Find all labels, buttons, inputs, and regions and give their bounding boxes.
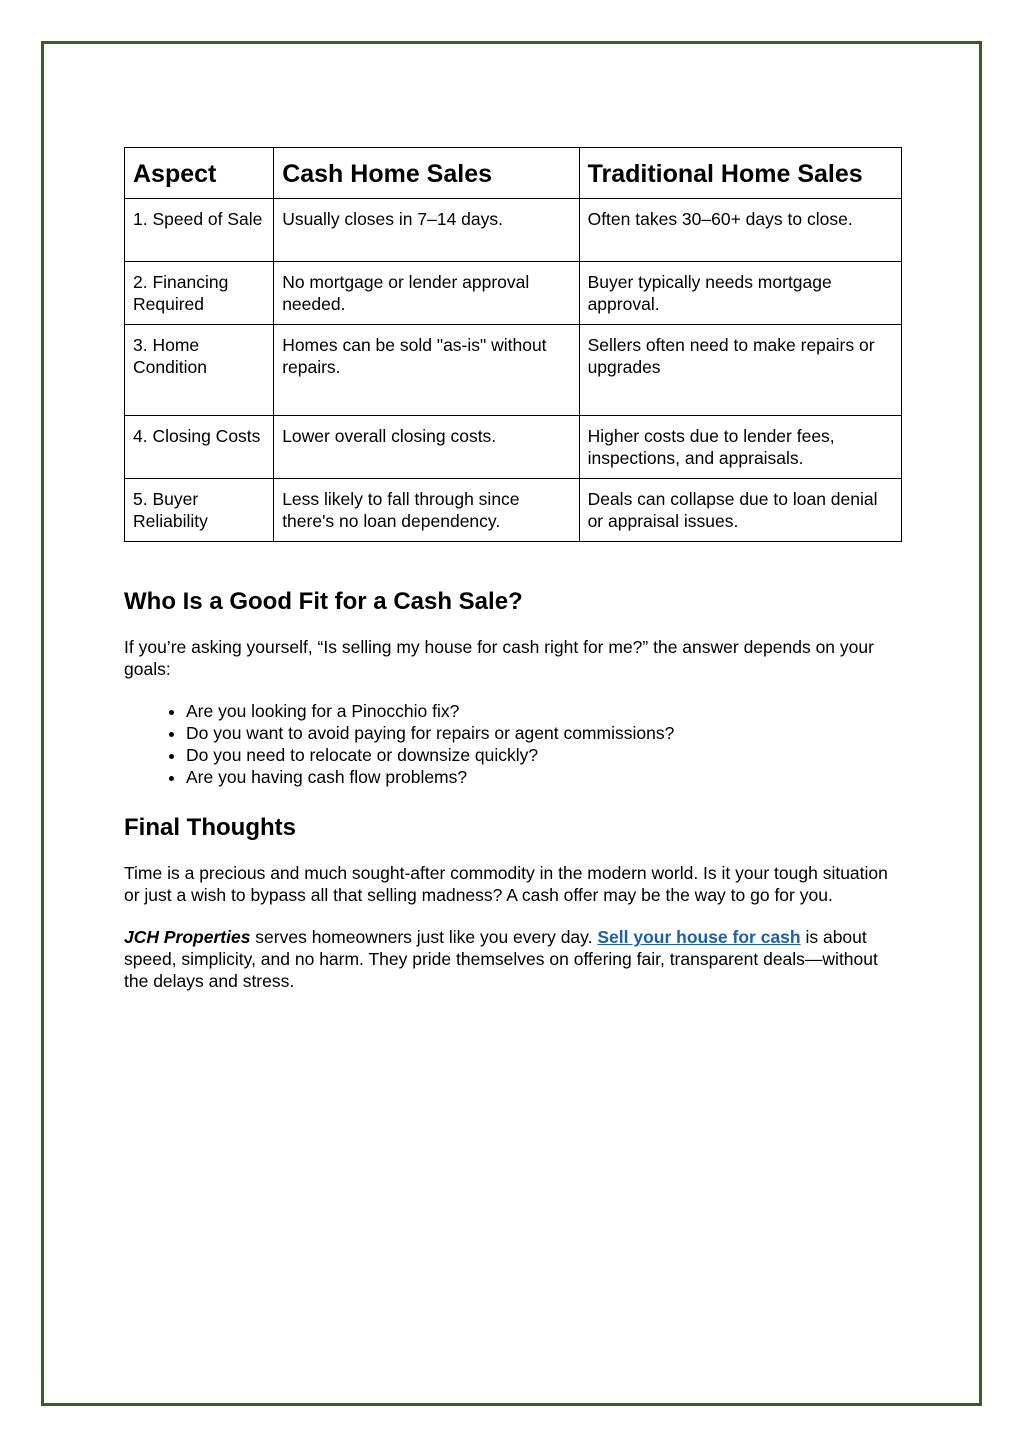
table-row [125, 262, 902, 325]
sell-house-link[interactable]: Sell your house for cash [597, 927, 801, 947]
good-fit-intro: If you’re asking yourself, “Is selling my house for cash right for me?” the answer depends on your goals: [124, 637, 874, 679]
table-cell-aspect: 5. Buyer Reliability [125, 479, 274, 542]
table-cell-traditional: Deals can collapse due to loan denial or appraisal issues. [579, 479, 901, 542]
table-row [125, 325, 902, 416]
document-content [124, 147, 902, 992]
list-item: • Are you having cash flow problems? [186, 766, 902, 788]
table-cell-aspect: 4. Closing Costs [125, 416, 274, 479]
table-cell-traditional: Higher costs due to lender fees, inspections, and appraisals. [579, 416, 901, 479]
table-cell-traditional: Buyer typically needs mortgage approval. [579, 262, 901, 325]
table-header-row [125, 148, 902, 199]
table-cell-cash: Homes can be sold "as-is" without repairs. [274, 325, 579, 416]
list-item: • Do you need to relocate or downsize quickly? [186, 744, 902, 766]
table-row [125, 479, 902, 542]
list-item: • Are you looking for a Pinocchio fix? [186, 700, 902, 722]
table-cell-aspect: 2. Financing Required [125, 262, 274, 325]
brand-name: JCH Properties [124, 927, 251, 947]
good-fit-heading: Who Is a Good Fit for a Cash Sale? [124, 588, 523, 615]
header-cash-sales: Cash Home Sales [274, 148, 579, 199]
table-cell-cash: Usually closes in 7–14 days. [274, 199, 579, 262]
header-traditional-sales: Traditional Home Sales [579, 148, 901, 199]
table-row [125, 416, 902, 479]
list-item: • Do you want to avoid paying for repairs or agent commissions? [186, 722, 902, 744]
table-cell-aspect: 3. Home Condition [125, 325, 274, 416]
final-thoughts-heading: Final Thoughts [124, 814, 296, 841]
table-cell-cash: No mortgage or lender approval needed. [274, 262, 579, 325]
goals-list [124, 700, 902, 788]
final-paragraph-1: Time is a precious and much sought-after commodity in the modern world. Is it your tough situation or just a wish to bypass all that selling madness? A cash offer may be the way to go for you. [124, 863, 888, 905]
final-paragraph-2 [124, 926, 902, 992]
comparison-table [124, 147, 902, 542]
paragraph-text: is about speed, simplicity, and no harm. They pride themselves on offering fair, transparent deals—without the delays and stress. [124, 927, 878, 991]
table-cell-cash: Less likely to fall through since there's no loan dependency. [274, 479, 579, 542]
table-cell-traditional: Sellers often need to make repairs or upgrades [579, 325, 901, 416]
table-cell-aspect: 1. Speed of Sale [125, 199, 274, 262]
header-aspect: Aspect [125, 148, 274, 199]
table-row [125, 199, 902, 262]
table-cell-cash: Lower overall closing costs. [274, 416, 579, 479]
table-cell-traditional: Often takes 30–60+ days to close. [579, 199, 901, 262]
paragraph-text: serves homeowners just like you every day. [250, 927, 598, 947]
